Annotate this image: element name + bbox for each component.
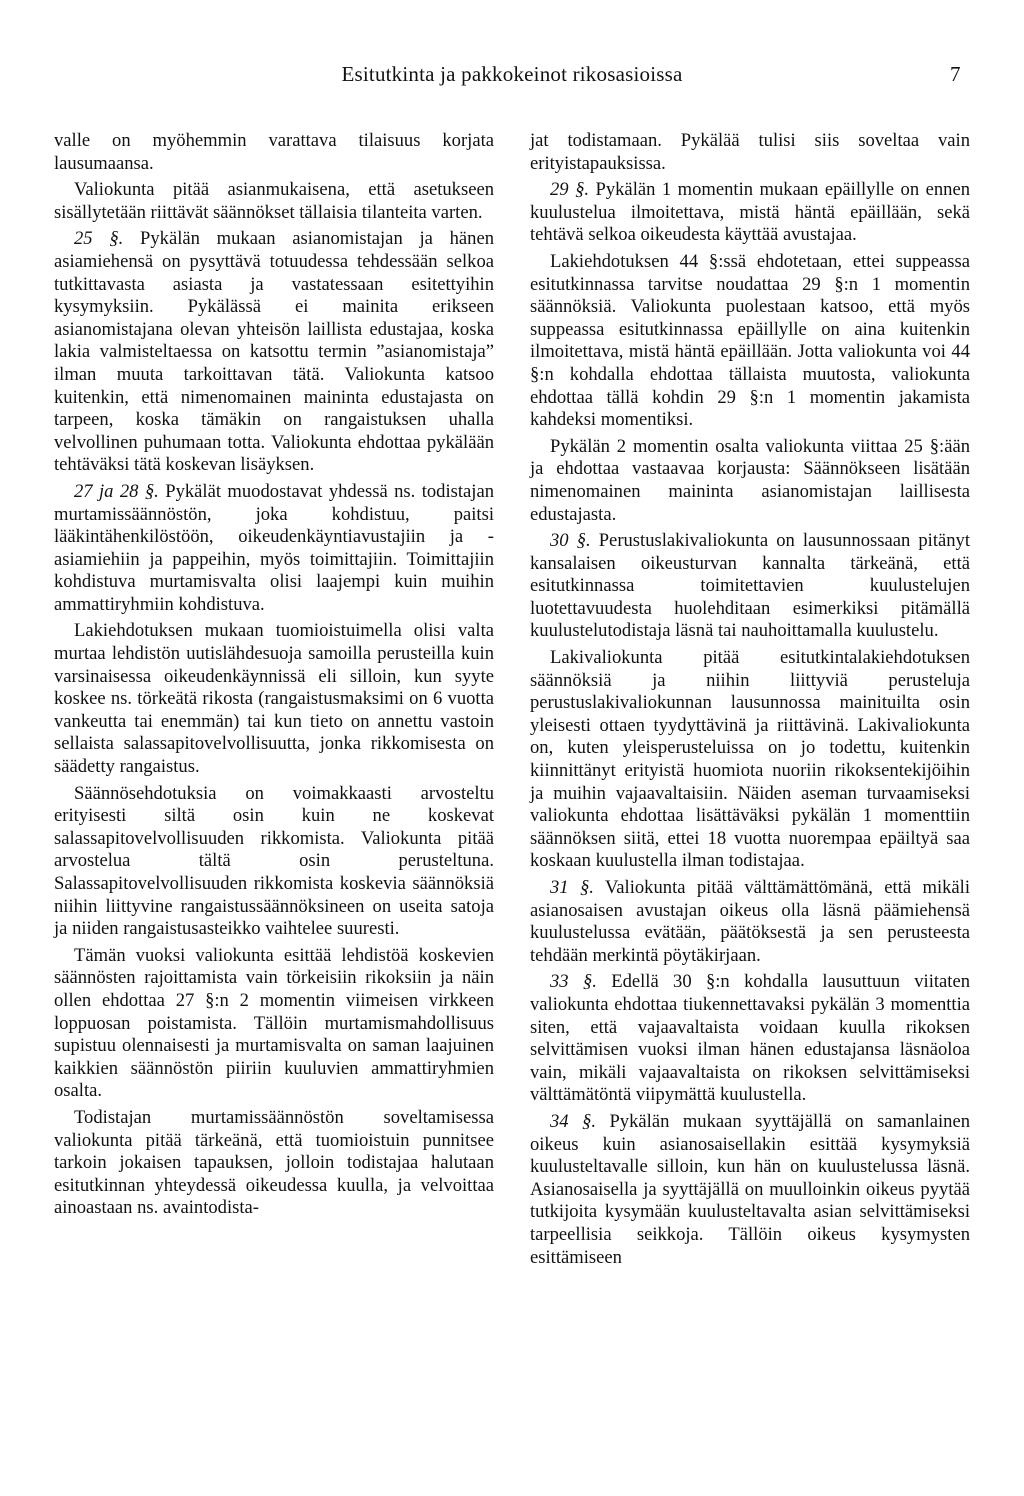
- paragraph: [54, 1107, 494, 1220]
- section-marker: 27 ja 28 §.: [74, 480, 159, 502]
- paragraph-text: Lakiehdotuksen mukaan tuomioistuimella olisi valta murtaa lehdistön uutislähdesuoja samoilla perusteilla kuin varsinaisessa oikeudenkäynnissä eli silloin, kun syyte koskee ns. törkeätä rikosta (rangaistusmaksimi on 6 vuotta vankeutta tai enemmän) tai kun tieto on annettu vastoin sellaista salassapitovelvollisuutta, jonka rikkomisesta on säädetty rangaistus.: [54, 620, 494, 778]
- section-marker: 25 §.: [74, 228, 124, 250]
- paragraph-text: Todistajan murtamissäännöstön soveltamisessa valiokunta pitää tärkeänä, että tuomioistuin punnitsee tarkoin jokaisen tapauksen, jolloin todistajaa halutaan esitutkinnan yhteydessä oikeudessa kuulla, ja velvoittaa ainoastaan ns. avaintodista-: [54, 1106, 494, 1219]
- paragraph-text: Lakiehdotuksen 44 §:ssä ehdotetaan, ettei suppeassa esitutkinnassa tarvitse noudattaa 29 §:n 1 momentin säännöksiä. Valiokunta puolestaan katsoo, että myös suppeassa esitutkinnassa epäillylle on aina kuitenkin ilmoitettava, mistä häntä epäillään. Jotta valiokunta voi 44 §:n kohdalla ehdottaa tällaista muutosta, valiokunta ehdottaa tällä kohdin 29 §:n 1 momentin jakamista kahdeksi momentiksi.: [530, 250, 970, 431]
- section-marker: 33 §.: [550, 971, 597, 993]
- paragraph: [530, 179, 970, 247]
- paragraph-text: Edellä 30 §:n kohdalla lausuttuun viitaten valiokunta ehdottaa tiukennettavaksi pykälän 3 momenttia siten, että vajaavaltaista voidaan kuulla rikoksen selvittämisen vuoksi ilman hänen edustajansa läsnäoloa vain, mikäli vajaavaltaista on rikoksen selvittämiseksi välttämätöntä viipymättä kuulustella.: [530, 971, 970, 1106]
- paragraph: [54, 620, 494, 778]
- section-marker: 29 §.: [550, 179, 590, 201]
- running-title: Esitutkinta ja pakkokeinot rikosasioissa: [341, 62, 683, 86]
- paragraph-text: Perustuslakivaliokunta on lausunnossaan pitänyt kansalaisen oikeusturvan kannalta tärkeänä, että esitutkinnassa toimitettavien kuulustelujen luotettavuudesta huolehditaan esimerkiksi pitämällä kuulustelutodistaja läsnä tai nauhoittamalla kuulustelu.: [530, 530, 971, 642]
- paragraph: [530, 530, 970, 643]
- paragraph: [530, 436, 970, 526]
- paragraph: [530, 1111, 970, 1269]
- paragraph: [530, 971, 970, 1107]
- paragraph: [530, 647, 970, 873]
- section-marker: 30 §.: [550, 530, 591, 552]
- paragraph: [54, 130, 494, 175]
- paragraph: [54, 945, 494, 1103]
- paragraph-text: Pykälän 2 momentin osalta valiokunta viittaa 25 §:ään ja ehdottaa vastaavaa korjausta: Säännökseen lisätään nimenomainen maininta asianomistajan laillisesta edustajasta.: [530, 435, 970, 525]
- paragraph-text: Pykälän mukaan syyttäjällä on samanlainen oikeus kuin asianosaisellakin esittää kysymyksiä kuulusteltavalle silloin, kun hän on kuulustelussa läsnä. Asianosaisella ja syyttäjällä on muulloinkin oikeus pyytää tutkijoita kysymään kuulusteltavalta asian selvittämiseksi tarpeellisia seikkoja. Tällöin oikeus kysymysten esittämiseen: [530, 1110, 970, 1268]
- paragraph: [54, 481, 494, 617]
- paragraph-text: Pykälät muodostavat yhdessä ns. todistajan murtamissäännöstön, joka kohdistuu, paitsi lääkintähenkilöstöön, oikeudenkäyntiavustajiin ja -asiamiehiin ja pappeihin, myös toimittajiin. Toimittajiin kohdistuva murtamisvalta olisi laajempi kuin muihin ammattiryhmiin kohdistuva.: [54, 480, 494, 615]
- paragraph-text: jat todistamaan. Pykälää tulisi siis soveltaa vain erityistapauksissa.: [530, 130, 970, 174]
- paragraph-text: Pykälän mukaan asianomistajan ja hänen asiamiehensä on pysyttävä totuudessa tehdessään selkoa tutkittavasta asiasta ja vastatessaan esitettyihin kysymyksiin. Pykälässä ei mainita erikseen asianomistajana olevan yhteisön laillista edustajaa, koska lakia valmisteltaessa on katsottu termin ”asianomistaja” ilman muuta tarkoittavan tätä. Valiokunta katsoo kuitenkin, että nimenomainen maininta edustajasta on tarpeen, koska tämäkin on rangaistuksen uhalla velvollinen puhumaan totta. Valiokunta ehdottaa pykälään tehtäväksi tätä koskevan lisäyksen.: [54, 228, 495, 476]
- section-marker: 34 §.: [550, 1110, 596, 1132]
- paragraph-text: Tämän vuoksi valiokunta esittää lehdistöä koskevien säännösten rajoittamista vain törkeisiin rikoksiin ja näin ollen ehdottaa 27 §:n 2 momentin viimeisen virkkeen loppuosan poistamista. Tällöin murtamismahdollisuus supistuu olennaisesti ja murtamisvalta on saman laajuinen kaikkien säännöstön piiriin kuuluvien ammattiryhmien osalta.: [54, 944, 494, 1102]
- paragraph: [54, 228, 494, 477]
- page-number: 7: [950, 62, 961, 86]
- paragraph: [530, 877, 970, 967]
- right-column: [530, 130, 970, 1269]
- paragraph: [530, 251, 970, 432]
- left-column: [54, 130, 494, 1220]
- section-marker: 31 §.: [550, 877, 594, 898]
- paragraph-text: Pykälän 1 momentin mukaan epäillylle on ennen kuulustelua ilmoitettava, mistä häntä epäillään, sekä tehtävä selkoa oikeudesta käyttää avustajaa.: [530, 179, 970, 246]
- paragraph-text: Lakivaliokunta pitää esitutkintalakiehdotuksen säännöksiä ja niihin liittyviä perusteluja perustuslakivaliokunnan lausunnossa mainituilta osin yleisesti ottaen tyydyttävinä ja riittävinä. Lakivaliokunta on, kuten yleisperusteluissa on jo todettu, kuitenkin kiinnittänyt erityistä huomiota nuoriin rikoksentekijöihin ja muihin vajaavaltaisiin. Näiden aseman turvaamiseksi valiokunta ehdottaa lisättäväksi pykälän 1 momenttiin säännöksen siitä, ettei 18 vuotta nuorempaa epäiltyä saa koskaan kuulustella ilman todistajaa.: [530, 647, 970, 872]
- paragraph-text: Säännösehdotuksia on voimakkaasti arvosteltu erityisesti siltä osin kuin ne koskevat salassapitovelvollisuuden rikkomista. Valiokunta pitää arvostelua tältä osin perusteltuna. Salassapitovelvollisuuden rikkomista koskevia säännöksiä niihin liittyvine rangaistussäännöksineen on useita satoja ja niiden rangaistusasteikko vaihtelee suuresti.: [54, 782, 494, 940]
- paragraph: [54, 179, 494, 224]
- paragraph: [530, 130, 970, 175]
- paragraph-text: valle on myöhemmin varattava tilaisuus korjata lausumaansa.: [54, 130, 494, 174]
- paragraph-text: Valiokunta pitää asianmukaisena, että asetukseen sisällytetään riittävät säännökset tällaisia tilanteita varten.: [54, 179, 494, 223]
- paragraph-text: Valiokunta pitää välttämättömänä, että mikäli asianosaisen avustajan oikeus olla läsnä päämiehensä kuulustelussa evätään, päätöksestä ja sen perusteesta tehdään merkintä pöytäkirjaan.: [530, 877, 970, 966]
- paragraph: [54, 783, 494, 941]
